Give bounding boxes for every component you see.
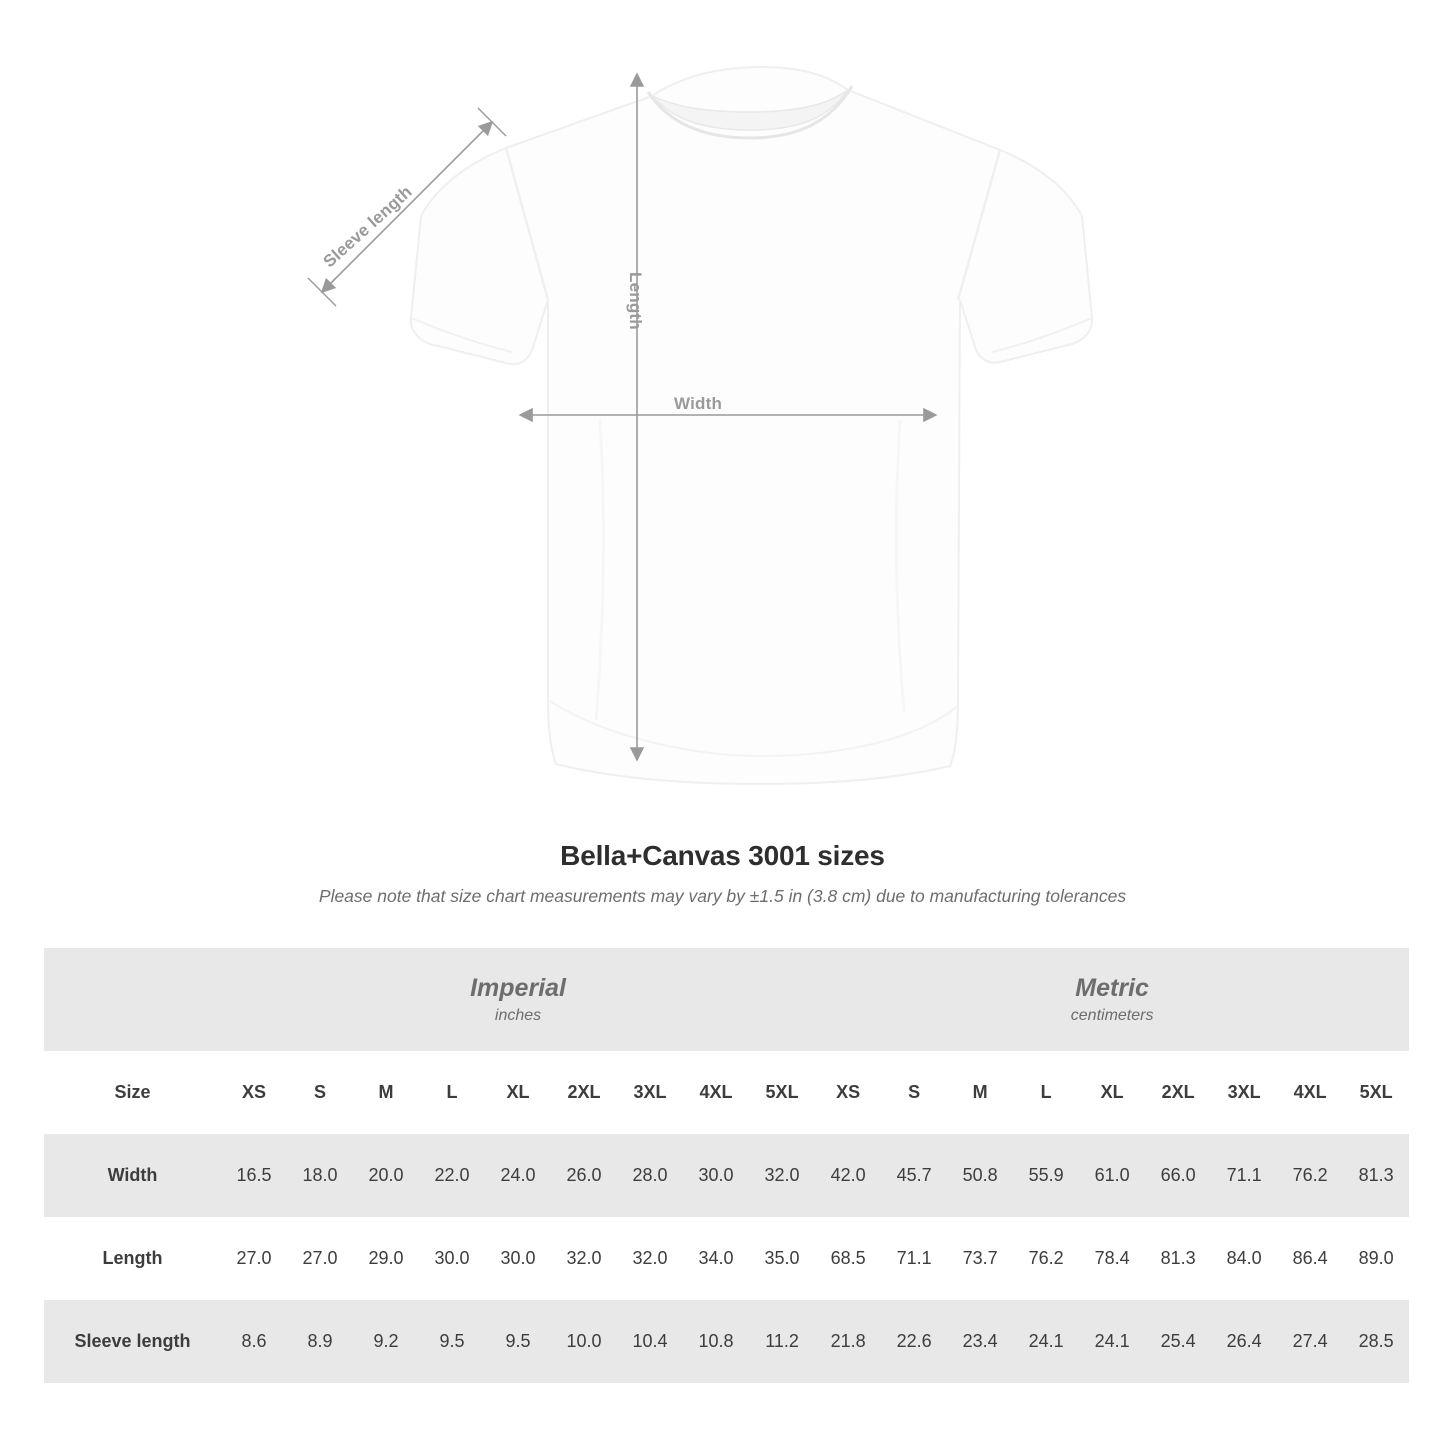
cell-length-imperial-4xl: 34.0 (683, 1217, 749, 1300)
title-block (0, 840, 1445, 907)
unit-header-imperial (221, 948, 815, 1051)
cell-length-imperial-l: 30.0 (419, 1217, 485, 1300)
cell-length-imperial-m: 29.0 (353, 1217, 419, 1300)
size-col-metric-l: L (1013, 1051, 1079, 1134)
cell-width-imperial-m: 20.0 (353, 1134, 419, 1217)
size-col-imperial-xl: XL (485, 1051, 551, 1134)
cell-sleeve-metric-3xl: 26.4 (1211, 1300, 1277, 1383)
size-col-imperial-3xl: 3XL (617, 1051, 683, 1134)
size-chart-table (44, 948, 1409, 1383)
cell-sleeve-metric-s: 22.6 (881, 1300, 947, 1383)
cell-length-metric-2xl: 81.3 (1145, 1217, 1211, 1300)
cell-width-imperial-s: 18.0 (287, 1134, 353, 1217)
size-col-imperial-l: L (419, 1051, 485, 1134)
width-dimension-label: Width (674, 394, 723, 413)
size-col-metric-5xl: 5XL (1343, 1051, 1409, 1134)
cell-length-metric-s: 71.1 (881, 1217, 947, 1300)
cell-width-imperial-xl: 24.0 (485, 1134, 551, 1217)
cell-width-imperial-xs: 16.5 (221, 1134, 287, 1217)
size-col-imperial-2xl: 2XL (551, 1051, 617, 1134)
cell-sleeve-imperial-xs: 8.6 (221, 1300, 287, 1383)
size-col-metric-xl: XL (1079, 1051, 1145, 1134)
cell-width-metric-5xl: 81.3 (1343, 1134, 1409, 1217)
cell-sleeve-metric-5xl: 28.5 (1343, 1300, 1409, 1383)
unit-header-metric-sub: centimeters (1070, 1006, 1154, 1024)
cell-length-metric-xl: 78.4 (1079, 1217, 1145, 1300)
size-col-imperial-5xl: 5XL (749, 1051, 815, 1134)
cell-sleeve-imperial-s: 8.9 (287, 1300, 353, 1383)
cell-width-imperial-2xl: 26.0 (551, 1134, 617, 1217)
row-label-sleeve-length: Sleeve length (44, 1300, 221, 1383)
cell-width-metric-2xl: 66.0 (1145, 1134, 1211, 1217)
table-row-length (44, 1217, 1409, 1300)
table-row-sleeve-length (44, 1300, 1409, 1383)
cell-width-metric-m: 50.8 (947, 1134, 1013, 1217)
cell-sleeve-imperial-m: 9.2 (353, 1300, 419, 1383)
cell-length-metric-5xl: 89.0 (1343, 1217, 1409, 1300)
cell-sleeve-metric-2xl: 25.4 (1145, 1300, 1211, 1383)
cell-width-metric-xs: 42.0 (815, 1134, 881, 1217)
cell-width-metric-3xl: 71.1 (1211, 1134, 1277, 1217)
tolerance-note: Please note that size chart measurements may vary by ±1.5 in (3.8 cm) due to manufacturing tolerances (318, 886, 1127, 906)
cell-width-imperial-l: 22.0 (419, 1134, 485, 1217)
unit-header-spacer (44, 948, 221, 1051)
size-row-label: Size (44, 1051, 221, 1134)
cell-sleeve-metric-l: 24.1 (1013, 1300, 1079, 1383)
size-header-row (44, 1051, 1409, 1134)
cell-sleeve-imperial-2xl: 10.0 (551, 1300, 617, 1383)
cell-width-metric-4xl: 76.2 (1277, 1134, 1343, 1217)
size-col-metric-4xl: 4XL (1277, 1051, 1343, 1134)
unit-header-imperial-name: Imperial (470, 974, 566, 1003)
cell-sleeve-metric-m: 23.4 (947, 1300, 1013, 1383)
size-chart-table-wrap (44, 948, 1401, 1383)
cell-length-metric-4xl: 86.4 (1277, 1217, 1343, 1300)
unit-header-metric (815, 948, 1409, 1051)
cell-length-imperial-3xl: 32.0 (617, 1217, 683, 1300)
length-dimension-label: Length (626, 272, 645, 330)
cell-length-imperial-xs: 27.0 (221, 1217, 287, 1300)
cell-sleeve-imperial-l: 9.5 (419, 1300, 485, 1383)
size-col-metric-3xl: 3XL (1211, 1051, 1277, 1134)
cell-length-metric-3xl: 84.0 (1211, 1217, 1277, 1300)
cell-length-imperial-2xl: 32.0 (551, 1217, 617, 1300)
cell-sleeve-metric-xl: 24.1 (1079, 1300, 1145, 1383)
cell-width-imperial-4xl: 30.0 (683, 1134, 749, 1217)
size-col-metric-m: M (947, 1051, 1013, 1134)
sleeve-length-dimension-label: Sleeve length (319, 182, 416, 272)
cell-length-metric-xs: 68.5 (815, 1217, 881, 1300)
size-col-metric-s: S (881, 1051, 947, 1134)
size-col-imperial-xs: XS (221, 1051, 287, 1134)
cell-sleeve-imperial-4xl: 10.8 (683, 1300, 749, 1383)
cell-sleeve-imperial-5xl: 11.2 (749, 1300, 815, 1383)
table-row-width (44, 1134, 1409, 1217)
page-title: Bella+Canvas 3001 sizes (560, 840, 885, 871)
cell-width-metric-s: 45.7 (881, 1134, 947, 1217)
cell-length-imperial-5xl: 35.0 (749, 1217, 815, 1300)
cell-length-metric-m: 73.7 (947, 1217, 1013, 1300)
row-label-length: Length (44, 1217, 221, 1300)
shirt-shape (411, 67, 1092, 784)
cell-sleeve-imperial-3xl: 10.4 (617, 1300, 683, 1383)
row-label-width: Width (44, 1134, 221, 1217)
cell-sleeve-metric-4xl: 27.4 (1277, 1300, 1343, 1383)
cell-length-metric-l: 76.2 (1013, 1217, 1079, 1300)
cell-width-imperial-3xl: 28.0 (617, 1134, 683, 1217)
cell-sleeve-metric-xs: 21.8 (815, 1300, 881, 1383)
size-col-metric-xs: XS (815, 1051, 881, 1134)
cell-width-metric-xl: 61.0 (1079, 1134, 1145, 1217)
cell-length-imperial-xl: 30.0 (485, 1217, 551, 1300)
unit-header-imperial-sub: inches (494, 1006, 542, 1024)
size-col-imperial-s: S (287, 1051, 353, 1134)
cell-width-metric-l: 55.9 (1013, 1134, 1079, 1217)
cell-length-imperial-s: 27.0 (287, 1217, 353, 1300)
cell-sleeve-imperial-xl: 9.5 (485, 1300, 551, 1383)
cell-width-imperial-5xl: 32.0 (749, 1134, 815, 1217)
size-col-imperial-m: M (353, 1051, 419, 1134)
size-col-imperial-4xl: 4XL (683, 1051, 749, 1134)
unit-header-row (44, 948, 1409, 1051)
size-col-metric-2xl: 2XL (1145, 1051, 1211, 1134)
unit-header-metric-name: Metric (1075, 974, 1149, 1003)
